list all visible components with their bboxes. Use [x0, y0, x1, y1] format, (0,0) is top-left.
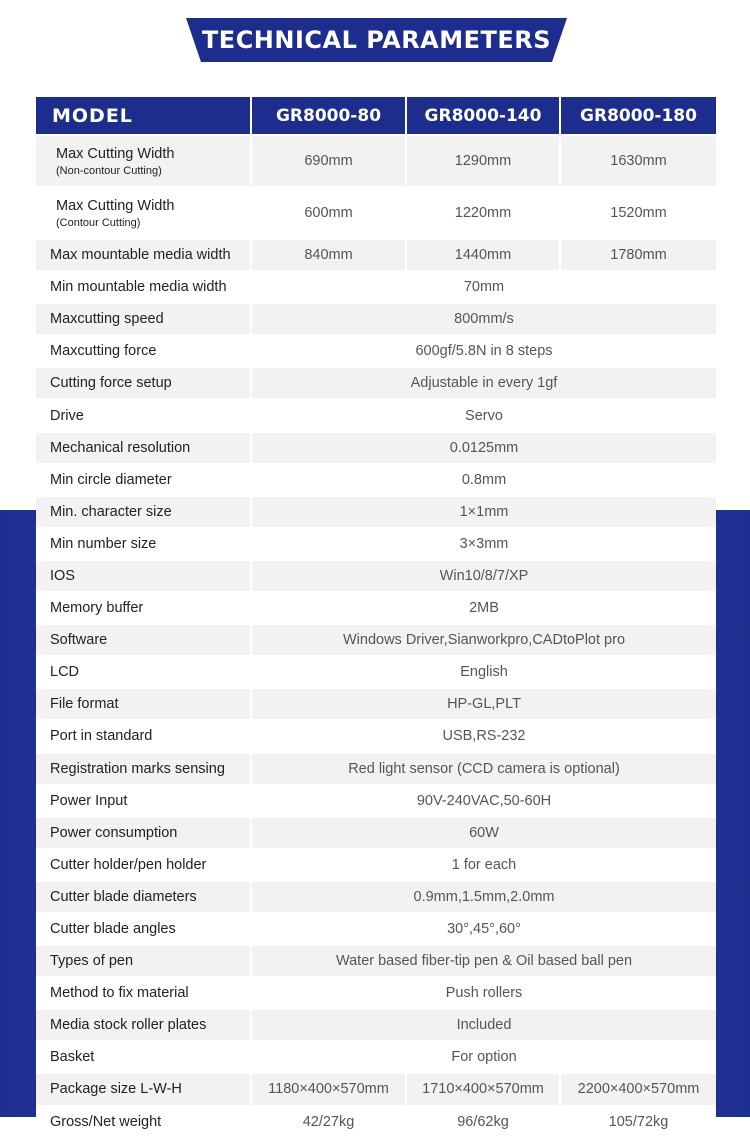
cell-value-shared: Water based fiber-tip pen & Oil based ball pen [252, 944, 716, 976]
row-label [36, 976, 252, 1008]
cell-value-shared: USB,RS-232 [252, 719, 716, 751]
cell-value-shared: Windows Driver,Sianworkpro,CADtoPlot pro [252, 623, 716, 655]
table-row [36, 655, 716, 687]
table-row [36, 944, 716, 976]
row-label [36, 527, 252, 559]
cell-value: 840mm [252, 238, 407, 270]
row-label-text: Basket [50, 1049, 95, 1066]
row-label [36, 784, 252, 816]
table-row [36, 134, 716, 186]
cell-value: 1630mm [561, 134, 716, 186]
row-label [36, 302, 252, 334]
row-label-text: Mechanical resolution [50, 439, 191, 456]
row-label [36, 559, 252, 591]
row-label-text: Power Input [50, 792, 128, 809]
cell-value-shared: 800mm/s [252, 302, 716, 334]
row-label-text: Cutter blade diameters [50, 888, 197, 905]
table-row [36, 495, 716, 527]
cell-value-shared: Adjustable in every 1gf [252, 366, 716, 398]
row-label-text: Min mountable media width [50, 279, 227, 296]
table-row [36, 848, 716, 880]
row-label-text: Media stock roller plates [50, 1017, 207, 1034]
row-label-text: Min circle diameter [50, 471, 172, 488]
table-row [36, 719, 716, 751]
table-row [36, 816, 716, 848]
row-label [36, 912, 252, 944]
cell-value: 1180×400×570mm [252, 1072, 407, 1104]
cell-value-shared: 2MB [252, 591, 716, 623]
row-label-text: Method to fix material [50, 985, 189, 1002]
table-row [36, 623, 716, 655]
column-header-model: MODEL [36, 97, 252, 134]
row-label [36, 431, 252, 463]
row-label-text: Min number size [50, 535, 157, 552]
row-label [36, 719, 252, 751]
cell-value: 690mm [252, 134, 407, 186]
row-label-text: Drive [50, 407, 84, 424]
table-row [36, 463, 716, 495]
cell-value-shared: 1×1mm [252, 495, 716, 527]
table-row [36, 334, 716, 366]
row-label [36, 495, 252, 527]
table-row [36, 302, 716, 334]
column-header-gr8000-140: GR8000-140 [407, 97, 561, 134]
row-label-text: Maxcutting force [50, 343, 157, 360]
cell-value-shared: 600gf/5.8N in 8 steps [252, 334, 716, 366]
column-header-gr8000-80: GR8000-80 [252, 97, 407, 134]
table-row [36, 880, 716, 912]
row-label-text: Types of pen [50, 953, 134, 970]
table-row [36, 431, 716, 463]
row-label-text: Cutter blade angles [50, 921, 176, 938]
row-label [36, 655, 252, 687]
row-label-text: Maxcutting speed [50, 311, 164, 328]
row-label [36, 687, 252, 719]
table-row [36, 687, 716, 719]
cell-value-shared: Included [252, 1008, 716, 1040]
cell-value-shared: HP-GL,PLT [252, 687, 716, 719]
table-row [36, 1072, 716, 1104]
row-label-text: Gross/Net weight [50, 1113, 162, 1130]
row-label-text: Software [50, 632, 108, 649]
row-label-text: Max mountable media width [50, 247, 231, 264]
row-label [36, 463, 252, 495]
row-label [36, 623, 252, 655]
row-label [36, 1008, 252, 1040]
row-label [36, 366, 252, 398]
row-label [36, 238, 252, 270]
row-label [36, 1105, 252, 1137]
row-label [36, 880, 252, 912]
table-row [36, 1040, 716, 1072]
row-label [36, 848, 252, 880]
table-row [36, 1008, 716, 1040]
row-label [36, 186, 252, 238]
table-header-row [36, 97, 716, 134]
table-row [36, 1105, 716, 1137]
table-body [36, 134, 716, 1137]
table-row [36, 398, 716, 430]
cell-value: 1520mm [561, 186, 716, 238]
row-label-text: Cutting force setup [50, 375, 172, 392]
row-label-text: Power consumption [50, 824, 178, 841]
row-label-note: (Contour Cutting) [56, 216, 141, 229]
row-label-text: Min. character size [50, 503, 172, 520]
table-row [36, 559, 716, 591]
row-label-text: IOS [50, 567, 75, 584]
row-label [36, 591, 252, 623]
cell-value-shared: Win10/8/7/XP [252, 559, 716, 591]
row-label-text: LCD [50, 664, 80, 681]
row-label [36, 752, 252, 784]
table-row [36, 976, 716, 1008]
table-row [36, 784, 716, 816]
row-label-text: Max Cutting Width [56, 197, 175, 214]
row-label [36, 334, 252, 366]
page-title: TECHNICAL PARAMETERS [201, 26, 552, 54]
cell-value: 1780mm [561, 238, 716, 270]
spec-table-container [36, 97, 716, 1130]
cell-value: 96/62kg [407, 1105, 561, 1137]
row-label [36, 270, 252, 302]
row-label-text: File format [50, 696, 119, 713]
cell-value-shared: 1 for each [252, 848, 716, 880]
cell-value: 2200×400×570mm [561, 1072, 716, 1104]
row-label [36, 398, 252, 430]
table-row [36, 186, 716, 238]
cell-value: 1440mm [407, 238, 561, 270]
cell-value-shared: 60W [252, 816, 716, 848]
row-label [36, 1040, 252, 1072]
row-label [36, 944, 252, 976]
cell-value-shared: 3×3mm [252, 527, 716, 559]
table-row [36, 527, 716, 559]
cell-value: 1710×400×570mm [407, 1072, 561, 1104]
table-row [36, 238, 716, 270]
row-label-note: (Non-contour Cutting) [56, 164, 162, 177]
cell-value: 1220mm [407, 186, 561, 238]
row-label-text: Registration marks sensing [50, 760, 225, 777]
row-label-text: Max Cutting Width [56, 145, 175, 162]
cell-value-shared: Red light sensor (CCD camera is optional) [252, 752, 716, 784]
cell-value-shared: 0.9mm,1.5mm,2.0mm [252, 880, 716, 912]
title-banner [186, 18, 567, 62]
cell-value-shared: 30°,45°,60° [252, 912, 716, 944]
table-row [36, 752, 716, 784]
cell-value-shared: Servo [252, 398, 716, 430]
cell-value-shared: 0.0125mm [252, 431, 716, 463]
cell-value-shared: English [252, 655, 716, 687]
row-label-text: Memory buffer [50, 600, 144, 617]
row-label-text: Port in standard [50, 728, 153, 745]
table-row [36, 366, 716, 398]
table-row [36, 912, 716, 944]
cell-value-shared: Push rollers [252, 976, 716, 1008]
cell-value-shared: 70mm [252, 270, 716, 302]
row-label-text: Cutter holder/pen holder [50, 856, 207, 873]
cell-value: 42/27kg [252, 1105, 407, 1137]
cell-value: 105/72kg [561, 1105, 716, 1137]
table-row [36, 270, 716, 302]
row-label [36, 1072, 252, 1104]
table-row [36, 591, 716, 623]
cell-value: 600mm [252, 186, 407, 238]
cell-value-shared: 90V-240VAC,50-60H [252, 784, 716, 816]
row-label [36, 816, 252, 848]
cell-value: 1290mm [407, 134, 561, 186]
column-header-gr8000-180: GR8000-180 [561, 97, 716, 134]
spec-table [36, 97, 716, 1137]
cell-value-shared: 0.8mm [252, 463, 716, 495]
row-label-text: Package size L-W-H [50, 1081, 182, 1098]
row-label [36, 134, 252, 186]
cell-value-shared: For option [252, 1040, 716, 1072]
